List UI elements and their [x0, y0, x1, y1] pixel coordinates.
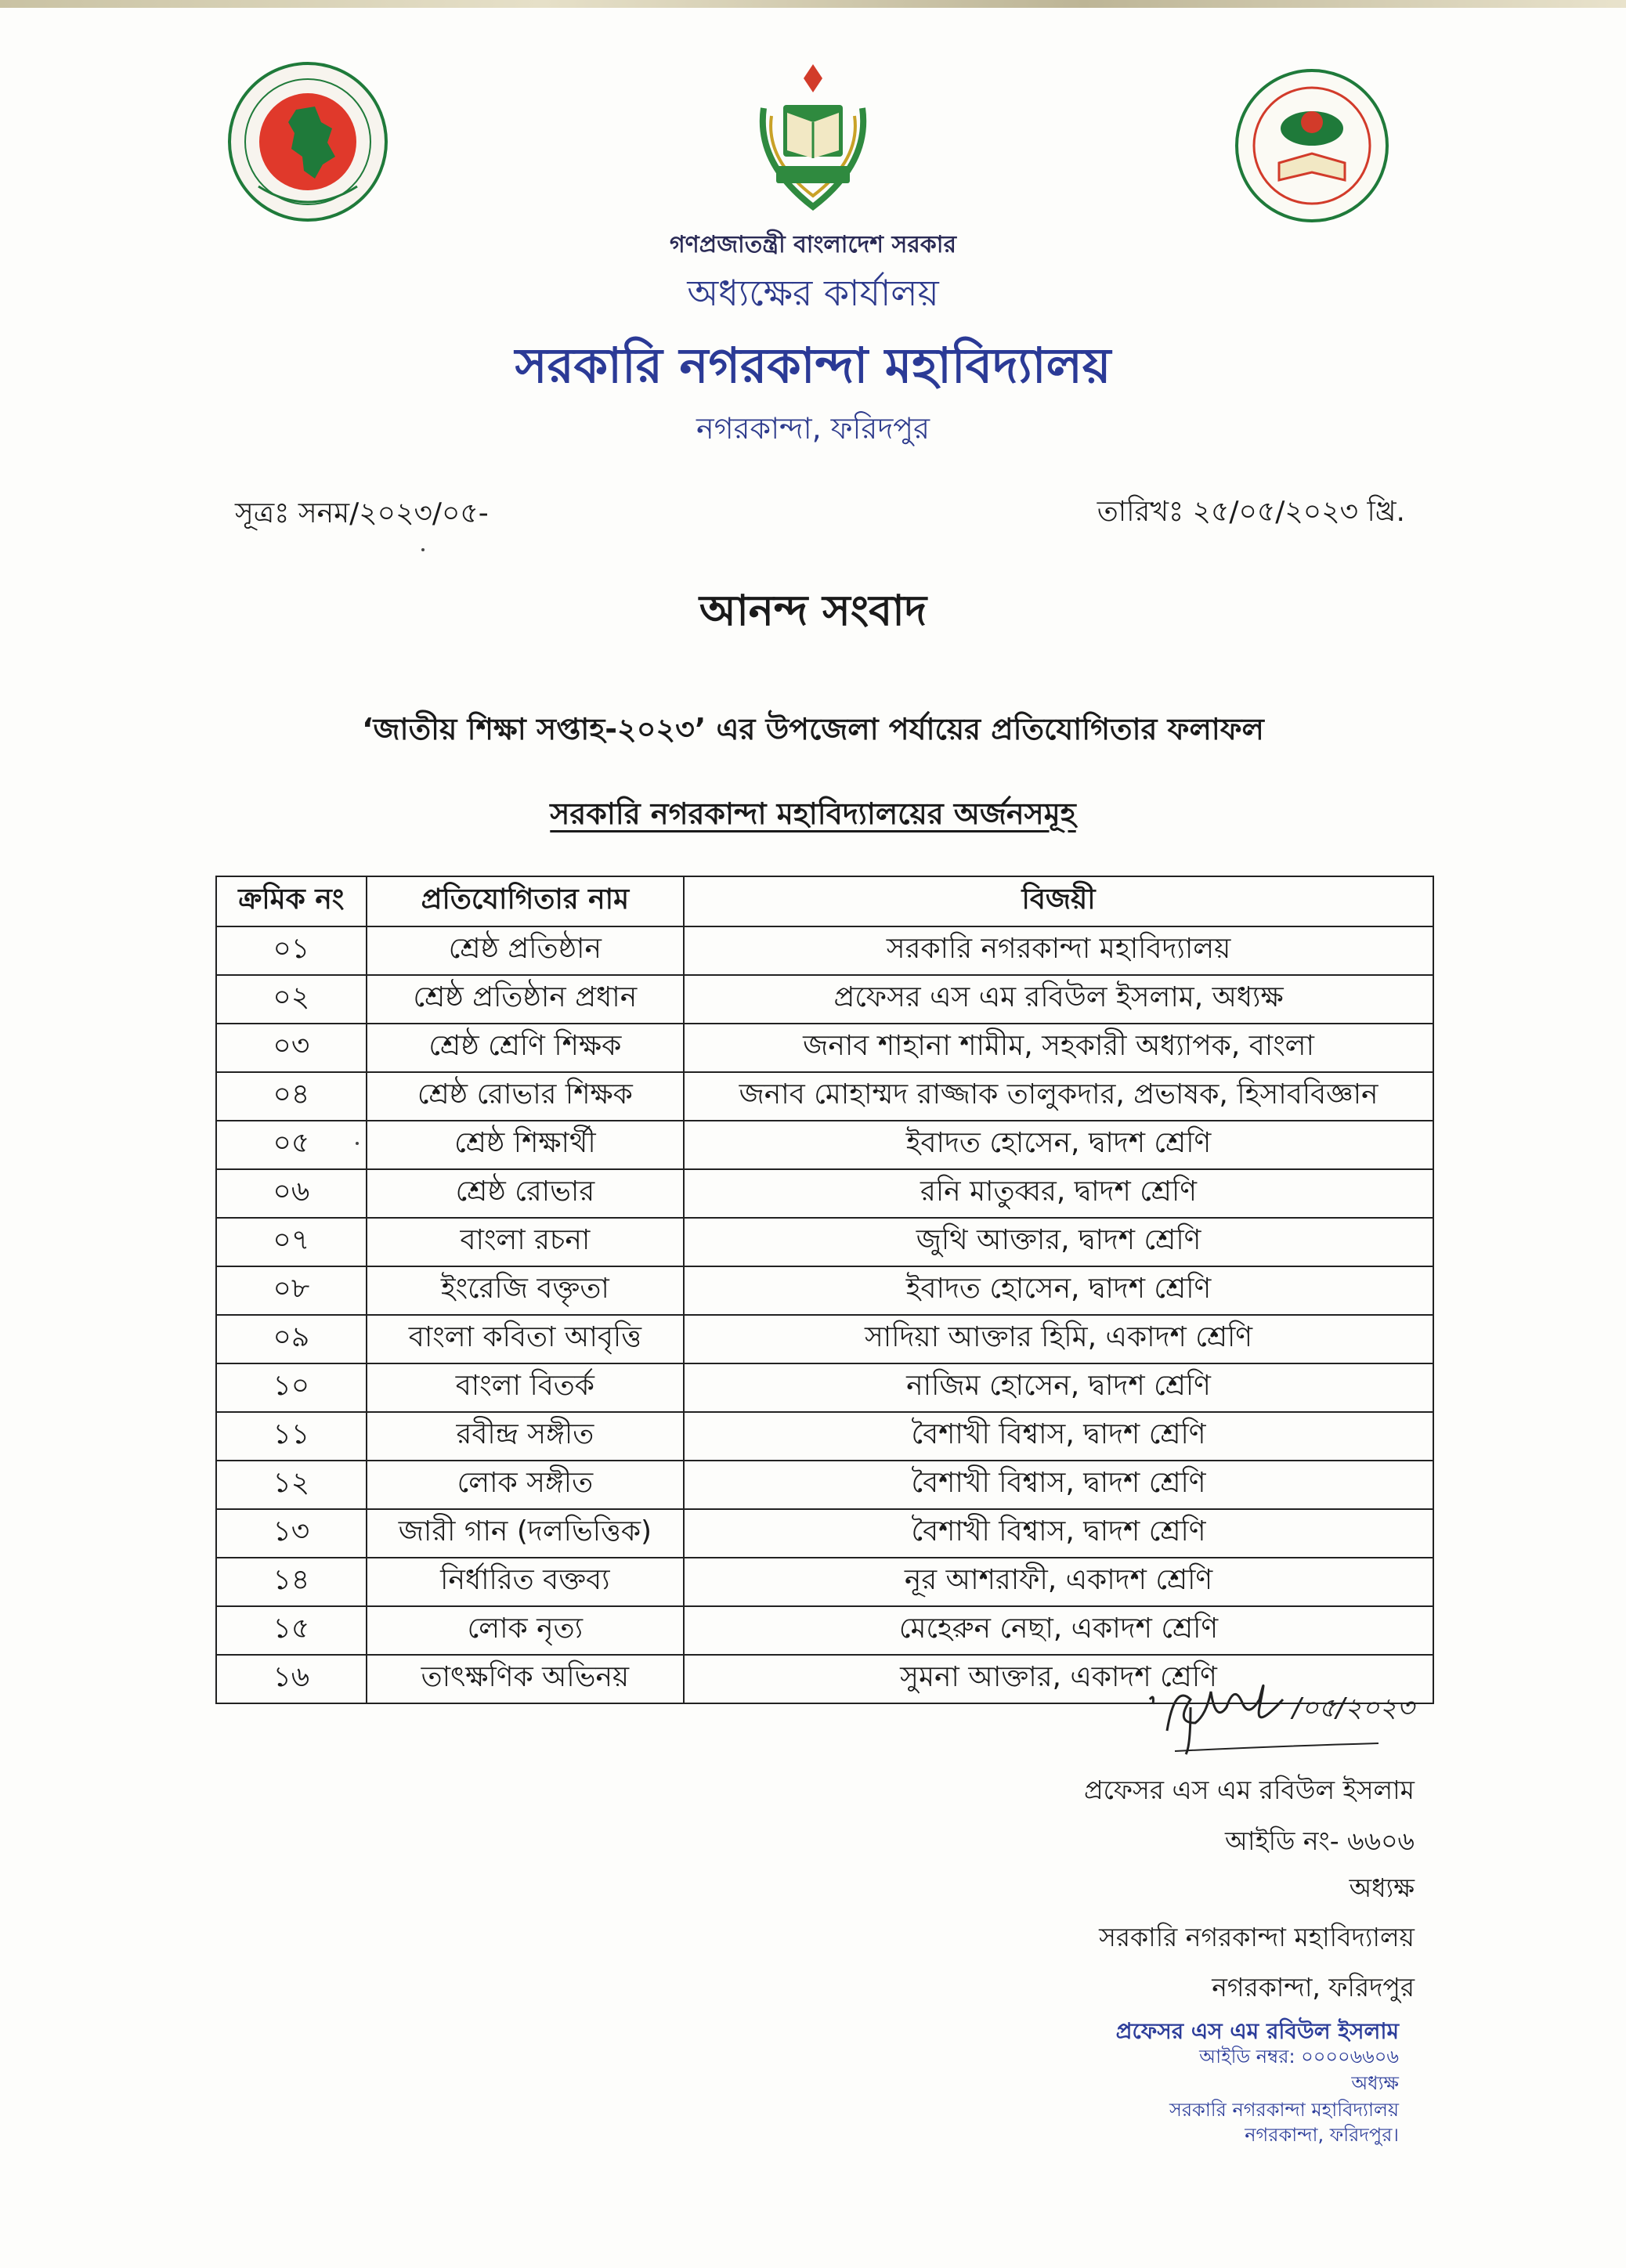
stamp-name: প্রফেসর এস এম রবিউল ইসলাম: [1115, 2018, 1399, 2044]
education-slogan-logo: [1232, 67, 1392, 224]
serial-cell: ০৪: [216, 1072, 367, 1121]
signatory-id: আইডি নং- ৬৬০৬: [1224, 1826, 1415, 1856]
serial-cell: ০৯: [216, 1315, 367, 1363]
scan-edge: [0, 0, 1626, 8]
serial-cell: ১৬: [216, 1655, 367, 1703]
winner-cell: বৈশাখী বিশ্বাস, দ্বাদশ শ্রেণি: [684, 1461, 1433, 1509]
table-row: [216, 1509, 1433, 1558]
table-row: [216, 1315, 1433, 1363]
winner-cell: সাদিয়া আক্তার হিমি, একাদশ শ্রেণি: [684, 1315, 1433, 1363]
office-name: অধ্যক্ষের কার্যালয়: [687, 272, 939, 314]
serial-cell: ০৭: [216, 1218, 367, 1266]
serial-cell: ১৫: [216, 1606, 367, 1655]
competition-cell: শ্রেষ্ঠ রোভার শিক্ষক: [367, 1072, 684, 1121]
competition-cell: শ্রেষ্ঠ শিক্ষার্থী: [367, 1121, 684, 1169]
serial-cell: ০৩: [216, 1024, 367, 1072]
table-row: [216, 1169, 1433, 1218]
competition-cell: লোক নৃত্য: [367, 1606, 684, 1655]
college-location: নগরকান্দা, ফরিদপুর: [696, 411, 930, 446]
table-row: [216, 1412, 1433, 1461]
competition-cell: রবীন্দ্র সঙ্গীত: [367, 1412, 684, 1461]
serial-cell: ০৮: [216, 1266, 367, 1315]
winner-cell: নাজিম হোসেন, দ্বাদশ শ্রেণি: [684, 1363, 1433, 1412]
achievements-title: সরকারি নগরকান্দা মহাবিদ্যালয়ের অর্জনসমূহ: [550, 796, 1076, 831]
stamp-college: সরকারি নগরকান্দা মহাবিদ্যালয়: [1169, 2099, 1399, 2121]
competition-cell: বাংলা কবিতা আবৃত্তি: [367, 1315, 684, 1363]
competition-cell: শ্রেষ্ঠ প্রতিষ্ঠান: [367, 926, 684, 975]
result-subtitle: ‘জাতীয় শিক্ষা সপ্তাহ-২০২৩’ এর উপজেলা পর্যায়ের প্রতিযোগিতার ফলাফল: [362, 712, 1264, 746]
competition-cell: শ্রেষ্ঠ প্রতিষ্ঠান প্রধান: [367, 975, 684, 1024]
table-row: [216, 1558, 1433, 1606]
serial-cell: ০৫: [216, 1121, 367, 1169]
column-header-serial: ক্রমিক নং: [216, 876, 367, 926]
serial-cell: ০২: [216, 975, 367, 1024]
signatory-designation: অধ্যক্ষ: [1349, 1873, 1415, 1903]
signatory-location: নগরকান্দা, ফরিদপুর: [1212, 1972, 1415, 2003]
column-header-winner: বিজয়ী: [684, 876, 1433, 926]
winner-cell: ইবাদত হোসেন, দ্বাদশ শ্রেণি: [684, 1121, 1433, 1169]
winner-cell: রনি মাতুব্বর, দ্বাদশ শ্রেণি: [684, 1169, 1433, 1218]
competition-cell: বাংলা রচনা: [367, 1218, 684, 1266]
winner-cell: বৈশাখী বিশ্বাস, দ্বাদশ শ্রেণি: [684, 1509, 1433, 1558]
competition-cell: ইংরেজি বক্তৃতা: [367, 1266, 684, 1315]
competition-cell: লোক সঙ্গীত: [367, 1461, 684, 1509]
table-row: [216, 1072, 1433, 1121]
serial-cell: ১০: [216, 1363, 367, 1412]
signatory-name: প্রফেসর এস এম রবিউল ইসলাম: [1084, 1775, 1415, 1805]
winner-cell: নূর আশরাফী, একাদশ শ্রেণি: [684, 1558, 1433, 1606]
signatory-college: সরকারি নগরকান্দা মহাবিদ্যালয়: [1099, 1922, 1415, 1952]
competition-cell: শ্রেষ্ঠ রোভার: [367, 1169, 684, 1218]
winner-cell: মেহেরুন নেছা, একাদশ শ্রেণি: [684, 1606, 1433, 1655]
serial-cell: ১৩: [216, 1509, 367, 1558]
stamp-designation: অধ্যক্ষ: [1351, 2072, 1399, 2094]
stamp-location: নগরকান্দা, ফরিদপুর।: [1245, 2124, 1399, 2146]
competition-cell: বাংলা বিতর্ক: [367, 1363, 684, 1412]
table-row: [216, 1218, 1433, 1266]
svg-text:/০৫/২০২৩: /০৫/২০২৩: [1292, 1692, 1415, 1724]
serial-cell: ১৪: [216, 1558, 367, 1606]
speck: [421, 548, 425, 551]
serial-cell: ০৬: [216, 1169, 367, 1218]
table-row: [216, 1266, 1433, 1315]
winner-cell: প্রফেসর এস এম রবিউল ইসলাম, অধ্যক্ষ: [684, 975, 1433, 1024]
government-seal-logo: [227, 61, 388, 222]
table-row: [216, 1121, 1433, 1169]
competition-cell: নির্ধারিত বক্তব্য: [367, 1558, 684, 1606]
stamp-id: আইডি নম্বর: ০০০০৬৬০৬: [1199, 2046, 1399, 2068]
document-date: তারিখঃ ২৫/০৫/২০২৩ খ্রি.: [1097, 496, 1405, 528]
table-row: [216, 975, 1433, 1024]
winner-cell: বৈশাখী বিশ্বাস, দ্বাদশ শ্রেণি: [684, 1412, 1433, 1461]
competition-cell: তাৎক্ষণিক অভিনয়: [367, 1655, 684, 1703]
winner-cell: সুমনা আক্তার, একাদশ শ্রেণি: [684, 1655, 1433, 1703]
speck: [356, 1142, 359, 1145]
table-row: [216, 1363, 1433, 1412]
winner-cell: জনাব শাহানা শামীম, সহকারী অধ্যাপক, বাংলা: [684, 1024, 1433, 1072]
page-title: আনন্দ সংবাদ: [699, 586, 927, 635]
college-emblem-logo: [748, 61, 878, 218]
competition-cell: জারী গান (দলভিত্তিক): [367, 1509, 684, 1558]
competition-cell: শ্রেষ্ঠ শ্রেণি শিক্ষক: [367, 1024, 684, 1072]
winner-cell: জনাব মোহাম্মদ রাজ্জাক তালুকদার, প্রভাষক, হিসাববিজ্ঞান: [684, 1072, 1433, 1121]
column-header-competition: প্রতিযোগিতার নাম: [367, 876, 684, 926]
results-table: [215, 876, 1434, 1704]
winner-cell: সরকারি নগরকান্দা মহাবিদ্যালয়: [684, 926, 1433, 975]
serial-cell: ১১: [216, 1412, 367, 1461]
table-row: [216, 926, 1433, 975]
college-name: সরকারি নগরকান্দা মহাবিদ্যালয়: [515, 337, 1111, 394]
serial-cell: ১২: [216, 1461, 367, 1509]
table-row: [216, 1461, 1433, 1509]
government-name: গণপ্রজাতন্ত্রী বাংলাদেশ সরকার: [670, 231, 956, 258]
table-row: [216, 1606, 1433, 1655]
reference-number: সূত্রঃ সনম/২০২৩/০৫-: [235, 497, 489, 529]
winner-cell: জুথি আক্তার, দ্বাদশ শ্রেণি: [684, 1218, 1433, 1266]
table-row: [216, 1024, 1433, 1072]
winner-cell: ইবাদত হোসেন, দ্বাদশ শ্রেণি: [684, 1266, 1433, 1315]
serial-cell: ০১: [216, 926, 367, 975]
table-header-row: [216, 876, 1433, 926]
handwritten-signature: [1144, 1676, 1425, 1762]
